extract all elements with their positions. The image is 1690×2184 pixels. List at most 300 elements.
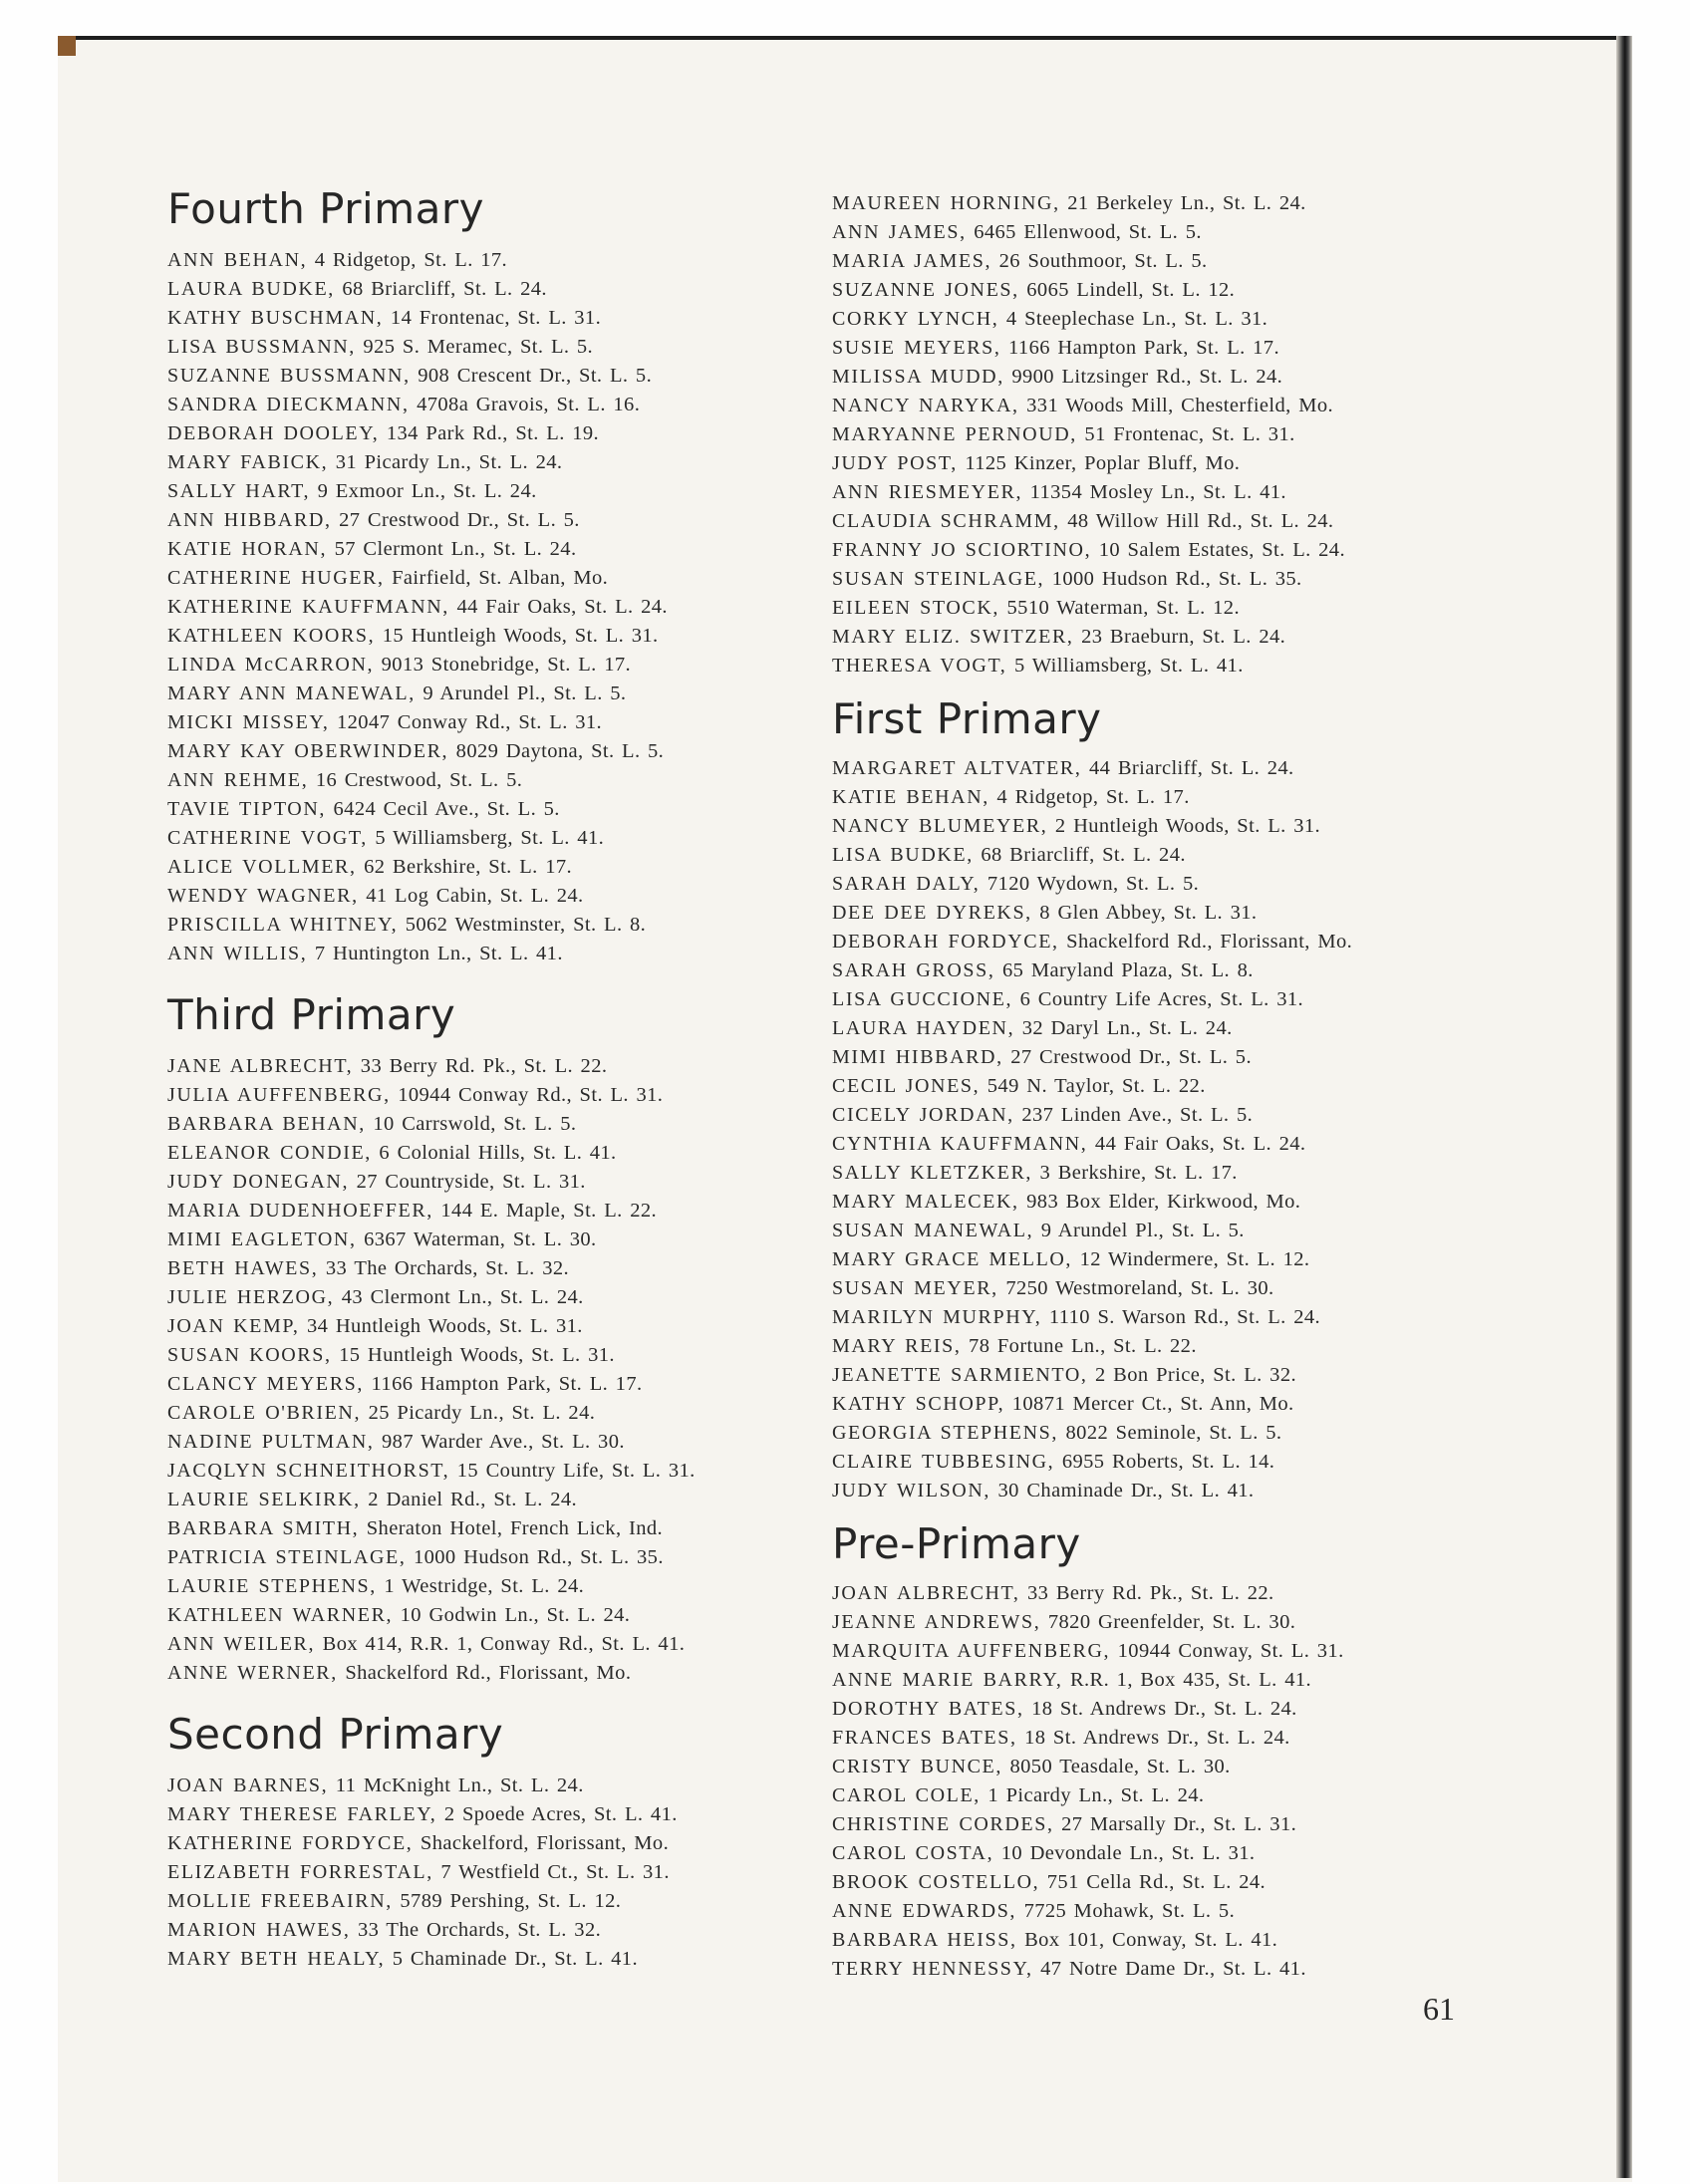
student-address: 3 Berkshire, St. L. 17. bbox=[1039, 1162, 1238, 1184]
student-name: MILISSA MUDD, bbox=[832, 366, 1004, 388]
list-item bbox=[167, 1543, 845, 1572]
list-item bbox=[167, 1772, 845, 1800]
student-name: JOAN KEMP, bbox=[167, 1315, 300, 1337]
student-name: KATHERINE KAUFFMANN, bbox=[167, 596, 449, 618]
student-name: LAURA BUDKE, bbox=[167, 278, 335, 300]
student-name: PRISCILLA WHITNEY, bbox=[167, 914, 399, 936]
student-name: KATIE BEHAN, bbox=[832, 786, 989, 808]
right-column bbox=[832, 189, 1510, 1984]
list-item bbox=[832, 1810, 1510, 1839]
student-address: 43 Clermont Ln., St. L. 24. bbox=[341, 1286, 584, 1308]
list-item bbox=[167, 477, 845, 506]
student-address: Shackelford, Florissant, Mo. bbox=[420, 1832, 670, 1854]
list-item bbox=[167, 1601, 845, 1630]
student-name: ANN WILLIS, bbox=[167, 943, 308, 964]
student-address: 25 Picardy Ln., St. L. 24. bbox=[368, 1402, 596, 1424]
student-name: SUSAN KOORS, bbox=[167, 1344, 332, 1366]
list-item bbox=[832, 1419, 1510, 1448]
student-address: 10944 Conway, St. L. 31. bbox=[1117, 1640, 1344, 1662]
student-name: SARAH DALY, bbox=[832, 873, 981, 895]
student-name: MARQUITA AUFFENBERG, bbox=[832, 1640, 1111, 1662]
student-address: 987 Warder Ave., St. L. 30. bbox=[382, 1431, 625, 1453]
student-address: 33 Berry Rd. Pk., St. L. 22. bbox=[1027, 1582, 1274, 1604]
student-address: Box 414, R.R. 1, Conway Rd., St. L. 41. bbox=[322, 1633, 686, 1655]
list-item bbox=[832, 1753, 1510, 1781]
list-item bbox=[167, 651, 845, 680]
student-address: 32 Daryl Ln., St. L. 24. bbox=[1021, 1017, 1233, 1039]
roster-fourth-primary bbox=[167, 246, 845, 968]
list-item bbox=[167, 680, 845, 708]
student-name: MARY THERESE FARLEY, bbox=[167, 1803, 437, 1825]
list-item bbox=[832, 334, 1510, 363]
student-address: 12 Windermere, St. L. 12. bbox=[1079, 1248, 1310, 1270]
student-address: 5789 Pershing, St. L. 12. bbox=[400, 1890, 622, 1912]
list-item bbox=[832, 1101, 1510, 1130]
book-binding-edge bbox=[1616, 36, 1632, 2178]
student-name: SALLY HART, bbox=[167, 480, 311, 502]
student-name: MOLLIE FREEBAIRN, bbox=[167, 1890, 393, 1912]
student-address: Fairfield, St. Alban, Mo. bbox=[392, 567, 609, 589]
student-address: 68 Briarcliff, St. L. 24. bbox=[342, 278, 547, 300]
student-address: 65 Maryland Plaza, St. L. 8. bbox=[1002, 959, 1254, 981]
student-address: 23 Braeburn, St. L. 24. bbox=[1081, 626, 1286, 648]
student-name: MIMI HIBBARD, bbox=[832, 1046, 1003, 1068]
list-item bbox=[167, 506, 845, 535]
list-item bbox=[832, 189, 1510, 218]
list-item bbox=[167, 564, 845, 593]
student-address: 9 Arundel Pl., St. L. 5. bbox=[1040, 1220, 1245, 1241]
student-address: 1125 Kinzer, Poplar Bluff, Mo. bbox=[965, 452, 1241, 474]
list-item bbox=[832, 1217, 1510, 1245]
student-name: MARY FABICK, bbox=[167, 451, 329, 473]
list-item bbox=[832, 841, 1510, 870]
student-name: CLAIRE TUBBESING, bbox=[832, 1451, 1055, 1473]
list-item bbox=[832, 594, 1510, 623]
student-address: 4 Steeplechase Ln., St. L. 31. bbox=[1005, 308, 1268, 330]
list-item bbox=[832, 1955, 1510, 1984]
list-item bbox=[832, 507, 1510, 536]
list-item bbox=[167, 1457, 845, 1486]
student-address: 18 St. Andrews Dr., St. L. 24. bbox=[1031, 1698, 1297, 1720]
list-item bbox=[832, 1188, 1510, 1217]
student-name: TERRY HENNESSY, bbox=[832, 1958, 1033, 1980]
student-name: JEANETTE SARMIENTO, bbox=[832, 1364, 1088, 1386]
student-address: 33 The Orchards, St. L. 32. bbox=[357, 1919, 602, 1941]
student-name: JULIE HERZOG, bbox=[167, 1286, 335, 1308]
list-item bbox=[167, 1659, 845, 1688]
list-item bbox=[832, 1637, 1510, 1666]
student-address: 10 Carrswold, St. L. 5. bbox=[373, 1113, 577, 1135]
list-item bbox=[167, 853, 845, 882]
student-address: 7120 Wydown, St. L. 5. bbox=[986, 873, 1200, 895]
student-address: 8022 Seminole, St. L. 5. bbox=[1065, 1422, 1282, 1444]
student-name: MARY KAY OBERWINDER, bbox=[167, 740, 449, 762]
student-name: EILEEN STOCK, bbox=[832, 597, 999, 619]
student-address: 27 Countryside, St. L. 31. bbox=[356, 1171, 586, 1193]
list-item bbox=[832, 1274, 1510, 1303]
student-address: 7 Huntington Ln., St. L. 41. bbox=[314, 943, 563, 964]
student-name: MARION HAWES, bbox=[167, 1919, 351, 1941]
list-item bbox=[832, 623, 1510, 652]
student-name: DEBORAH FORDYCE, bbox=[832, 931, 1059, 953]
student-address: Box 101, Conway, St. L. 41. bbox=[1024, 1929, 1278, 1951]
student-name: ANNE MARIE BARRY, bbox=[832, 1669, 1063, 1691]
student-address: 18 St. Andrews Dr., St. L. 24. bbox=[1024, 1727, 1290, 1749]
student-address: 34 Huntleigh Woods, St. L. 31. bbox=[307, 1315, 583, 1337]
student-name: JUDY POST, bbox=[832, 452, 958, 474]
list-item bbox=[832, 1130, 1510, 1159]
list-item bbox=[832, 783, 1510, 812]
student-name: CAROL COSTA, bbox=[832, 1842, 994, 1864]
list-item bbox=[832, 1897, 1510, 1926]
student-name: GEORGIA STEPHENS, bbox=[832, 1422, 1058, 1444]
list-item bbox=[167, 419, 845, 448]
list-item bbox=[832, 420, 1510, 449]
list-item bbox=[832, 1781, 1510, 1810]
student-name: CRISTY BUNCE, bbox=[832, 1756, 1002, 1777]
list-item bbox=[832, 305, 1510, 334]
student-name: LISA BUDKE, bbox=[832, 844, 974, 866]
list-item bbox=[832, 928, 1510, 956]
student-address: 925 S. Meramec, St. L. 5. bbox=[363, 336, 594, 358]
list-item bbox=[167, 708, 845, 737]
list-item bbox=[167, 1572, 845, 1601]
student-address: Shackelford Rd., Florissant, Mo. bbox=[1066, 931, 1353, 953]
roster-third-primary bbox=[167, 1052, 845, 1688]
list-item bbox=[167, 1081, 845, 1110]
student-name: KATIE HORAN, bbox=[167, 538, 328, 560]
student-name: MIMI EAGLETON, bbox=[167, 1228, 357, 1250]
student-address: 14 Frontenac, St. L. 31. bbox=[390, 307, 602, 329]
list-item bbox=[832, 1332, 1510, 1361]
list-item bbox=[167, 1139, 845, 1168]
student-name: SARAH GROSS, bbox=[832, 959, 995, 981]
student-name: ANN WEILER, bbox=[167, 1633, 316, 1655]
student-address: 5510 Waterman, St. L. 12. bbox=[1006, 597, 1240, 619]
student-address: 1166 Hampton Park, St. L. 17. bbox=[371, 1373, 643, 1395]
student-name: SALLY KLETZKER, bbox=[832, 1162, 1033, 1184]
student-address: 6 Country Life Acres, St. L. 31. bbox=[1019, 988, 1304, 1010]
list-item bbox=[832, 652, 1510, 681]
student-address: 6955 Roberts, St. L. 14. bbox=[1061, 1451, 1275, 1473]
student-name: PATRICIA STEINLAGE, bbox=[167, 1546, 407, 1568]
list-item bbox=[832, 1868, 1510, 1897]
list-item bbox=[167, 1110, 845, 1139]
student-name: CAROLE O'BRIEN, bbox=[167, 1402, 362, 1424]
student-address: 6065 Lindell, St. L. 12. bbox=[1026, 279, 1236, 301]
list-item bbox=[167, 535, 845, 564]
student-name: KATHLEEN WARNER, bbox=[167, 1604, 394, 1626]
list-item bbox=[832, 565, 1510, 594]
student-address: 10944 Conway Rd., St. L. 31. bbox=[398, 1084, 664, 1106]
student-address: 144 E. Maple, St. L. 22. bbox=[440, 1200, 658, 1222]
student-name: ELEANOR CONDIE, bbox=[167, 1142, 372, 1164]
student-address: 908 Crescent Dr., St. L. 5. bbox=[418, 365, 653, 387]
student-name: DOROTHY BATES, bbox=[832, 1698, 1024, 1720]
list-item bbox=[832, 1608, 1510, 1637]
student-address: 2 Spoede Acres, St. L. 41. bbox=[443, 1803, 678, 1825]
list-item bbox=[832, 363, 1510, 392]
list-item bbox=[832, 1839, 1510, 1868]
section-title-fourth-primary: Fourth Primary bbox=[167, 184, 484, 233]
list-item bbox=[167, 1916, 845, 1945]
student-address: 10 Salem Estates, St. L. 24. bbox=[1098, 539, 1345, 561]
student-address: 33 Berry Rd. Pk., St. L. 22. bbox=[360, 1055, 608, 1077]
student-address: 15 Huntleigh Woods, St. L. 31. bbox=[382, 625, 659, 647]
list-item bbox=[167, 448, 845, 477]
student-address: 31 Picardy Ln., St. L. 24. bbox=[335, 451, 563, 473]
student-name: MARY REIS, bbox=[832, 1335, 962, 1357]
student-address: 33 The Orchards, St. L. 32. bbox=[325, 1257, 570, 1279]
student-address: 4 Ridgetop, St. L. 17. bbox=[996, 786, 1190, 808]
student-address: 44 Fair Oaks, St. L. 24. bbox=[1094, 1133, 1306, 1155]
list-item bbox=[167, 362, 845, 391]
student-name: JANE ALBRECHT, bbox=[167, 1055, 354, 1077]
list-item bbox=[832, 1448, 1510, 1477]
list-item bbox=[167, 1283, 845, 1312]
student-name: BARBARA HEISS, bbox=[832, 1929, 1017, 1951]
student-name: WENDY WAGNER, bbox=[167, 885, 359, 907]
list-item bbox=[167, 1370, 845, 1399]
list-item bbox=[167, 1428, 845, 1457]
student-name: CECIL JONES, bbox=[832, 1075, 981, 1097]
left-column bbox=[167, 182, 845, 1974]
student-name: CHRISTINE CORDES, bbox=[832, 1813, 1054, 1835]
student-address: 11 McKnight Ln., St. L. 24. bbox=[335, 1774, 584, 1796]
student-name: ALICE VOLLMER, bbox=[167, 856, 357, 878]
student-name: ANN BEHAN, bbox=[167, 249, 308, 271]
student-address: 12047 Conway Rd., St. L. 31. bbox=[337, 711, 603, 733]
student-address: 16 Crestwood, St. L. 5. bbox=[315, 769, 523, 791]
list-item bbox=[832, 1159, 1510, 1188]
student-address: 5 Williamsberg, St. L. 41. bbox=[1013, 655, 1244, 677]
student-name: SUSAN MANEWAL, bbox=[832, 1220, 1034, 1241]
student-name: MARY GRACE MELLO, bbox=[832, 1248, 1073, 1270]
student-address: 1000 Hudson Rd., St. L. 35. bbox=[1051, 568, 1302, 590]
student-name: MARGARET ALTVATER, bbox=[832, 757, 1082, 779]
student-address: 1 Westridge, St. L. 24. bbox=[384, 1575, 585, 1597]
list-item bbox=[167, 1486, 845, 1514]
list-item bbox=[832, 1390, 1510, 1419]
student-name: CAROL COLE, bbox=[832, 1784, 981, 1806]
list-item bbox=[832, 956, 1510, 985]
student-name: NADINE PULTMAN, bbox=[167, 1431, 375, 1453]
list-item bbox=[167, 593, 845, 622]
student-address: 1000 Hudson Rd., St. L. 35. bbox=[413, 1546, 664, 1568]
student-address: 7725 Mohawk, St. L. 5. bbox=[1023, 1900, 1236, 1922]
list-item bbox=[167, 795, 845, 824]
list-item bbox=[167, 304, 845, 333]
student-address: 15 Huntleigh Woods, St. L. 31. bbox=[339, 1344, 615, 1366]
student-address: 6367 Waterman, St. L. 30. bbox=[364, 1228, 597, 1250]
list-item bbox=[832, 478, 1510, 507]
student-address: 2 Daniel Rd., St. L. 24. bbox=[368, 1489, 578, 1510]
student-address: 8050 Teasdale, St. L. 30. bbox=[1009, 1756, 1231, 1777]
student-name: MARY BETH HEALY, bbox=[167, 1948, 386, 1970]
student-name: BROOK COSTELLO, bbox=[832, 1871, 1040, 1893]
list-item bbox=[167, 1829, 845, 1858]
student-name: MARIA JAMES, bbox=[832, 250, 992, 272]
student-name: LINDA McCARRON, bbox=[167, 654, 375, 676]
student-name: JULIA AUFFENBERG, bbox=[167, 1084, 391, 1106]
list-item bbox=[167, 622, 845, 651]
student-address: 2 Huntleigh Woods, St. L. 31. bbox=[1054, 815, 1321, 837]
student-address: 5 Williamsberg, St. L. 41. bbox=[375, 827, 605, 849]
student-address: 78 Fortune Ln., St. L. 22. bbox=[969, 1335, 1197, 1357]
student-address: 15 Country Life, St. L. 31. bbox=[456, 1460, 696, 1482]
student-name: MARILYN MURPHY, bbox=[832, 1306, 1042, 1328]
student-address: 983 Box Elder, Kirkwood, Mo. bbox=[1026, 1191, 1301, 1213]
student-address: 9900 Litzsinger Rd., St. L. 24. bbox=[1011, 366, 1283, 388]
student-address: R.R. 1, Box 435, St. L. 41. bbox=[1069, 1669, 1312, 1691]
student-name: ANNE EDWARDS, bbox=[832, 1900, 1017, 1922]
student-name: MAUREEN HORNING, bbox=[832, 192, 1060, 214]
student-address: 44 Briarcliff, St. L. 24. bbox=[1089, 757, 1294, 779]
roster-second-primary-part1 bbox=[167, 1772, 845, 1974]
student-address: 10871 Mercer Ct., St. Ann, Mo. bbox=[1011, 1393, 1294, 1415]
list-item bbox=[832, 1072, 1510, 1101]
student-name: JUDY DONEGAN, bbox=[167, 1171, 350, 1193]
list-item bbox=[167, 1800, 845, 1829]
student-name: LAURA HAYDEN, bbox=[832, 1017, 1015, 1039]
student-name: JEANNE ANDREWS, bbox=[832, 1611, 1041, 1633]
list-item bbox=[832, 392, 1510, 420]
list-item bbox=[167, 1945, 845, 1974]
student-address: Sheraton Hotel, French Lick, Ind. bbox=[366, 1517, 664, 1539]
list-item bbox=[167, 940, 845, 968]
student-name: CLAUDIA SCHRAMM, bbox=[832, 510, 1060, 532]
student-address: 27 Crestwood Dr., St. L. 5. bbox=[1010, 1046, 1252, 1068]
list-item bbox=[832, 247, 1510, 276]
student-address: 27 Marsally Dr., St. L. 31. bbox=[1061, 1813, 1297, 1835]
student-address: 5 Chaminade Dr., St. L. 41. bbox=[392, 1948, 638, 1970]
roster-first-primary bbox=[832, 754, 1510, 1505]
student-name: ANN REHME, bbox=[167, 769, 309, 791]
student-name: TAVIE TIPTON, bbox=[167, 798, 326, 820]
student-address: 47 Notre Dame Dr., St. L. 41. bbox=[1040, 1958, 1306, 1980]
list-item bbox=[832, 812, 1510, 841]
student-name: SANDRA DIECKMANN, bbox=[167, 394, 410, 415]
student-address: 6465 Ellenwood, St. L. 5. bbox=[974, 221, 1202, 243]
student-address: 10 Godwin Ln., St. L. 24. bbox=[400, 1604, 631, 1626]
student-address: 237 Linden Ave., St. L. 5. bbox=[1021, 1104, 1254, 1126]
student-name: MARYANNE PERNOUD, bbox=[832, 423, 1077, 445]
section-title-first-primary: First Primary bbox=[832, 694, 1102, 743]
student-address: 7250 Westmoreland, St. L. 30. bbox=[1005, 1277, 1274, 1299]
list-item bbox=[832, 1724, 1510, 1753]
list-item bbox=[167, 1341, 845, 1370]
student-address: 6424 Cecil Ave., St. L. 5. bbox=[333, 798, 560, 820]
student-name: CORKY LYNCH, bbox=[832, 308, 999, 330]
list-item bbox=[832, 899, 1510, 928]
page-number: 61 bbox=[1423, 1991, 1455, 2027]
student-address: 1110 S. Warson Rd., St. L. 24. bbox=[1048, 1306, 1321, 1328]
list-item bbox=[167, 1226, 845, 1254]
student-name: ELIZABETH FORRESTAL, bbox=[167, 1861, 433, 1883]
student-address: 134 Park Rd., St. L. 19. bbox=[386, 422, 600, 444]
list-item bbox=[832, 1014, 1510, 1043]
student-name: FRANCES BATES, bbox=[832, 1727, 1017, 1749]
student-name: JACQLYN SCHNEITHORST, bbox=[167, 1460, 450, 1482]
student-address: 9 Arundel Pl., St. L. 5. bbox=[422, 682, 627, 704]
student-address: 11354 Mosley Ln., St. L. 41. bbox=[1029, 481, 1286, 503]
student-address: 7820 Greenfelder, St. L. 30. bbox=[1047, 1611, 1296, 1633]
student-address: 21 Berkeley Ln., St. L. 24. bbox=[1067, 192, 1306, 214]
student-address: 8029 Daytona, St. L. 5. bbox=[455, 740, 665, 762]
student-address: 4708a Gravois, St. L. 16. bbox=[417, 394, 641, 415]
student-address: 1166 Hampton Park, St. L. 17. bbox=[1008, 337, 1279, 359]
list-item bbox=[832, 276, 1510, 305]
student-address: 44 Fair Oaks, St. L. 24. bbox=[456, 596, 668, 618]
student-name: SUSAN MEYER, bbox=[832, 1277, 998, 1299]
student-name: THERESA VOGT, bbox=[832, 655, 1007, 677]
student-name: JUDY WILSON, bbox=[832, 1480, 990, 1502]
student-address: 1 Picardy Ln., St. L. 24. bbox=[987, 1784, 1205, 1806]
list-item bbox=[832, 218, 1510, 247]
list-item bbox=[167, 1052, 845, 1081]
student-address: 5062 Westminster, St. L. 8. bbox=[405, 914, 647, 936]
list-item bbox=[832, 1579, 1510, 1608]
list-item bbox=[832, 1361, 1510, 1390]
student-name: ANN RIESMEYER, bbox=[832, 481, 1023, 503]
student-name: MARY ELIZ. SWITZER, bbox=[832, 626, 1074, 648]
list-item bbox=[832, 870, 1510, 899]
student-address: 41 Log Cabin, St. L. 24. bbox=[366, 885, 584, 907]
list-item bbox=[832, 1043, 1510, 1072]
student-name: LISA BUSSMANN, bbox=[167, 336, 356, 358]
student-name: JOAN ALBRECHT, bbox=[832, 1582, 1020, 1604]
list-item bbox=[167, 824, 845, 853]
student-address: 2 Bon Price, St. L. 32. bbox=[1095, 1364, 1296, 1386]
student-name: LAURIE SELKIRK, bbox=[167, 1489, 361, 1510]
student-name: NANCY NARYKA, bbox=[832, 395, 1019, 416]
list-item bbox=[832, 536, 1510, 565]
student-name: CYNTHIA KAUFFMANN, bbox=[832, 1133, 1088, 1155]
list-item bbox=[167, 1168, 845, 1197]
student-name: BETH HAWES, bbox=[167, 1257, 319, 1279]
student-address: Shackelford Rd., Florissant, Mo. bbox=[345, 1662, 632, 1684]
list-item bbox=[832, 449, 1510, 478]
list-item bbox=[832, 1666, 1510, 1695]
student-name: BARBARA BEHAN, bbox=[167, 1113, 366, 1135]
list-item bbox=[832, 1303, 1510, 1332]
student-name: KATHY BUSCHMAN, bbox=[167, 307, 384, 329]
student-address: 10 Devondale Ln., St. L. 31. bbox=[1000, 1842, 1256, 1864]
student-address: 57 Clermont Ln., St. L. 24. bbox=[334, 538, 577, 560]
student-address: 7 Westfield Ct., St. L. 31. bbox=[440, 1861, 670, 1883]
student-name: JOAN BARNES, bbox=[167, 1774, 329, 1796]
student-name: SUZANNE BUSSMANN, bbox=[167, 365, 411, 387]
student-name: CLANCY MEYERS, bbox=[167, 1373, 365, 1395]
student-address: 751 Cella Rd., St. L. 24. bbox=[1046, 1871, 1267, 1893]
roster-second-primary-part2 bbox=[832, 189, 1510, 681]
list-item bbox=[167, 1630, 845, 1659]
list-item bbox=[167, 1887, 845, 1916]
student-name: KATHY SCHOPP, bbox=[832, 1393, 1005, 1415]
student-name: KATHERINE FORDYCE, bbox=[167, 1832, 414, 1854]
student-name: ANN HIBBARD, bbox=[167, 509, 332, 531]
student-name: BARBARA SMITH, bbox=[167, 1517, 360, 1539]
student-address: 68 Briarcliff, St. L. 24. bbox=[981, 844, 1186, 866]
list-item bbox=[167, 1254, 845, 1283]
list-item bbox=[832, 1695, 1510, 1724]
page-corner-mark bbox=[58, 36, 76, 56]
student-address: 51 Frontenac, St. L. 31. bbox=[1084, 423, 1295, 445]
roster-pre-primary bbox=[832, 1579, 1510, 1984]
list-item bbox=[167, 333, 845, 362]
section-title-second-primary: Second Primary bbox=[167, 1710, 504, 1759]
student-name: FRANNY JO SCIORTINO, bbox=[832, 539, 1092, 561]
